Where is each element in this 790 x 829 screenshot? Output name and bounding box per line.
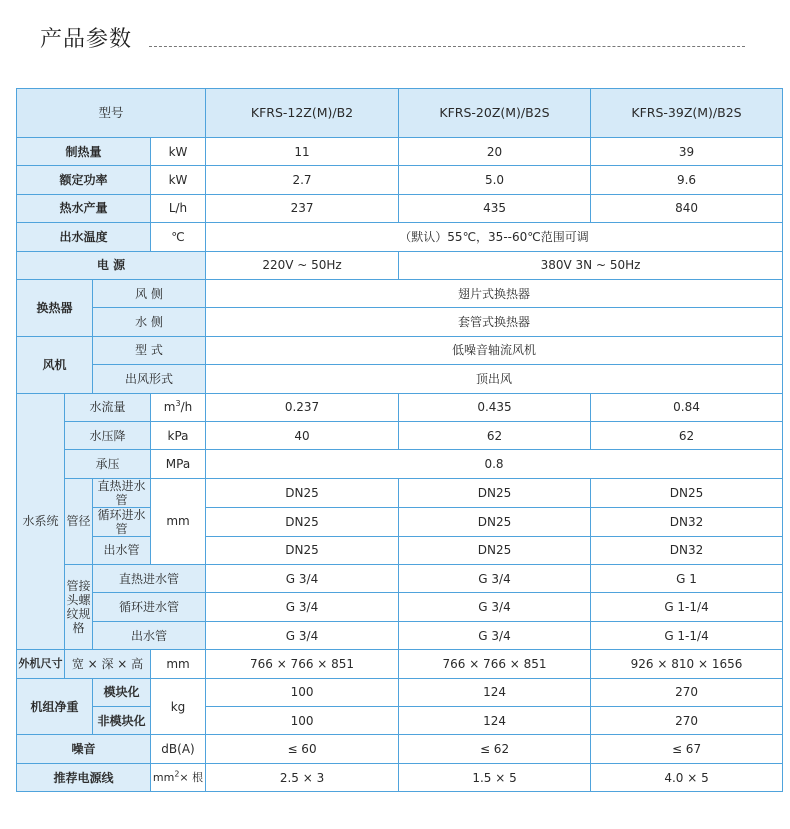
noise-v2: ≤ 62 [399,735,591,763]
thread-direct-in-v2: G 3/4 [399,565,591,593]
water-flow-v1: 0.237 [206,393,399,421]
row-fan-type [17,336,783,364]
heating-capacity-label: 制热量 [17,138,151,166]
thread-circ-in-v3: G 1-1/4 [591,593,783,621]
power-cable-unit: $mm^2\times$ 根 [151,763,206,791]
weight-non-modular-v2: 124 [399,707,591,735]
weight-non-modular-v1: 100 [206,707,399,735]
air-side-value: 翅片式换热器 [206,279,783,307]
pipe-circ-in-v1: DN25 [206,507,399,536]
thread-outlet-v1: G 3/4 [206,621,399,649]
row-weight-non-modular [17,707,783,735]
water-flow-label: 水流量 [65,393,151,421]
hot-water-output-v1: 237 [206,194,399,222]
thread-outlet-v3: G 1-1/4 [591,621,783,649]
thread-outlet-label: 出水管 [93,621,206,649]
water-side-label: 水 侧 [93,308,206,336]
outlet-temp-unit: ℃ [151,223,206,251]
row-outlet-temp [17,223,783,251]
heating-capacity-v1: 11 [206,138,399,166]
rated-power-v3: 9.6 [591,166,783,194]
row-pressure-drop [17,421,783,449]
pipe-outlet-v3: DN32 [591,536,783,564]
pipe-diameter-label: 管径 [65,478,93,564]
pressure-drop-label: 水压降 [65,421,151,449]
fan-label: 风机 [17,336,93,393]
thread-circ-in-v2: G 3/4 [399,593,591,621]
row-bearing-pressure [17,450,783,478]
pipe-direct-in-v2: DN25 [399,478,591,507]
row-power-cable [17,763,783,791]
pipe-direct-in-v1: DN25 [206,478,399,507]
heat-exchanger-label: 换热器 [17,279,93,336]
pipe-direct-in-label: 直热进水管 [93,478,151,507]
outlet-temp-label: 出水温度 [17,223,151,251]
fan-type-label: 型 式 [93,336,206,364]
weight-non-modular-label: 非模块化 [93,707,151,735]
net-weight-label: 机组净重 [17,678,93,735]
thread-direct-in-v1: G 3/4 [206,565,399,593]
power-supply-v1: 220V ~ 50Hz [206,251,399,279]
bearing-pressure-label: 承压 [65,450,151,478]
noise-unit: dB(A) [151,735,206,763]
row-fan-outlet [17,365,783,393]
pipe-circ-in-label: 循环进水管 [93,507,151,536]
row-thread-circ-in [17,593,783,621]
dimensions-v1: 766 × 766 × 851 [206,650,399,678]
row-thread-outlet [17,621,783,649]
spec-table [16,88,783,792]
model-3: KFRS-39Z(M)/B2S [591,89,783,138]
hot-water-output-v2: 435 [399,194,591,222]
weight-modular-v1: 100 [206,678,399,706]
water-system-label: 水系统 [17,393,65,650]
pipe-outlet-v1: DN25 [206,536,399,564]
hot-water-output-label: 热水产量 [17,194,151,222]
thread-spec-label: 管接 头螺 纹规 格 [65,565,93,650]
fan-outlet-value: 顶出风 [206,365,783,393]
row-pipe-direct-in [17,478,783,507]
page-title: 产品参数 [40,27,133,52]
water-flow-v3: 0.84 [591,393,783,421]
heating-capacity-unit: kW [151,138,206,166]
fan-outlet-label: 出风形式 [93,365,206,393]
weight-modular-v2: 124 [399,678,591,706]
pressure-drop-v1: 40 [206,421,399,449]
hot-water-output-v3: 840 [591,194,783,222]
row-power-supply [17,251,783,279]
noise-v3: ≤ 67 [591,735,783,763]
row-pipe-outlet [17,536,783,564]
row-hot-water-output [17,194,783,222]
row-heating-capacity [17,138,783,166]
noise-v1: ≤ 60 [206,735,399,763]
thread-direct-in-label: 直热进水管 [93,565,206,593]
outlet-temp-value: （默认）55℃，35--60℃范围可调 [206,223,783,251]
power-cable-label: 推荐电源线 [17,763,151,791]
thread-outlet-v2: G 3/4 [399,621,591,649]
pressure-drop-unit: kPa [151,421,206,449]
pipe-circ-in-v3: DN32 [591,507,783,536]
power-cable-v3: 4.0 × 5 [591,763,783,791]
row-noise [17,735,783,763]
model-label: 型号 [17,89,206,138]
rated-power-label: 额定功率 [17,166,151,194]
row-dimensions [17,650,783,678]
noise-label: 噪音 [17,735,151,763]
heating-capacity-v2: 20 [399,138,591,166]
pipe-circ-in-v2: DN25 [399,507,591,536]
model-2: KFRS-20Z(M)/B2S [399,89,591,138]
row-rated-power [17,166,783,194]
row-heat-exchanger-air [17,279,783,307]
row-thread-direct-in [17,565,783,593]
power-supply-v23: 380V 3N ~ 50Hz [399,251,783,279]
air-side-label: 风 侧 [93,279,206,307]
pipe-direct-in-v3: DN25 [591,478,783,507]
water-flow-unit: $m^3/h$ [151,393,206,421]
net-weight-unit: kg [151,678,206,735]
dimensions-sub-label: 宽 × 深 × 高 [65,650,151,678]
pipe-outlet-v2: DN25 [399,536,591,564]
dimensions-v2: 766 × 766 × 851 [399,650,591,678]
dimensions-v3: 926 × 810 × 1656 [591,650,783,678]
pressure-drop-v3: 62 [591,421,783,449]
row-pipe-circ-in [17,507,783,536]
weight-modular-label: 模块化 [93,678,151,706]
row-water-flow [17,393,783,421]
rated-power-v1: 2.7 [206,166,399,194]
pressure-drop-v2: 62 [399,421,591,449]
water-side-value: 套管式换热器 [206,308,783,336]
power-cable-v1: 2.5 × 3 [206,763,399,791]
weight-modular-v3: 270 [591,678,783,706]
heating-capacity-v3: 39 [591,138,783,166]
water-flow-v2: 0.435 [399,393,591,421]
hot-water-output-unit: L/h [151,194,206,222]
rated-power-unit: kW [151,166,206,194]
thread-circ-in-v1: G 3/4 [206,593,399,621]
row-heat-exchanger-water [17,308,783,336]
weight-non-modular-v3: 270 [591,707,783,735]
model-1: KFRS-12Z(M)/B2 [206,89,399,138]
thread-circ-in-label: 循环进水管 [93,593,206,621]
dimensions-label: 外机尺寸 [17,650,65,678]
fan-type-value: 低噪音轴流风机 [206,336,783,364]
bearing-pressure-value: 0.8 [206,450,783,478]
dimensions-unit: mm [151,650,206,678]
header-row [17,89,783,138]
power-supply-label: 电 源 [17,251,206,279]
power-cable-v2: 1.5 × 5 [399,763,591,791]
rated-power-v2: 5.0 [399,166,591,194]
row-weight-modular [17,678,783,706]
thread-direct-in-v3: G 1 [591,565,783,593]
title-divider [149,46,745,47]
pipe-diameter-unit: mm [151,478,206,564]
bearing-pressure-unit: MPa [151,450,206,478]
pipe-outlet-label: 出水管 [93,536,151,564]
